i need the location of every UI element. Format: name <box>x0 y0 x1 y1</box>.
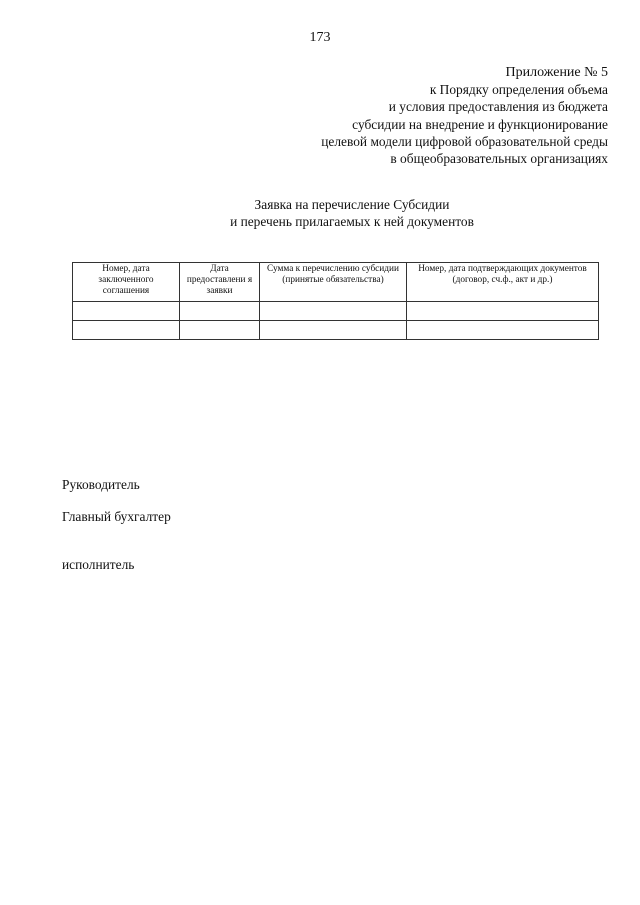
form-title-line: и перечень прилагаемых к ней документов <box>230 214 474 229</box>
table-header-row <box>73 263 599 302</box>
table-cell <box>260 321 407 340</box>
table-cell <box>180 302 260 321</box>
appendix-line: и условия предоставления из бюджета <box>388 99 608 115</box>
appendix-title: Приложение № 5 <box>505 65 608 80</box>
column-header-documents: Номер, дата подтверждающих документов (договор, сч.ф., акт и др.) <box>407 263 599 302</box>
table-cell <box>73 302 180 321</box>
appendix-line: субсидии на внедрение и функционирование <box>352 116 608 132</box>
appendix-line: к Порядку определения объема <box>429 82 608 98</box>
table-cell <box>407 321 599 340</box>
table-row <box>73 321 599 340</box>
column-header-request-date: Дата предоставлени я заявки <box>180 263 260 302</box>
table-row <box>73 302 599 321</box>
appendix-line: целевой модели цифровой образовательной среды <box>321 133 608 149</box>
signature-executor: исполнитель <box>62 557 135 572</box>
table-cell <box>407 302 599 321</box>
signature-head: Руководитель <box>62 477 140 492</box>
appendix-header <box>321 64 608 167</box>
table-cell <box>260 302 407 321</box>
table-cell <box>73 321 180 340</box>
column-header-amount: Сумма к перечислению субсидии (принятые обязательства) <box>260 263 407 302</box>
documents-table <box>72 262 599 340</box>
form-title-line: Заявка на перечисление Субсидии <box>254 197 450 212</box>
form-title <box>0 196 640 230</box>
signature-chief-accountant: Главный бухгалтер <box>62 509 171 524</box>
table-cell <box>180 321 260 340</box>
appendix-line: в общеобразовательных организациях <box>390 151 608 167</box>
column-header-agreement: Номер, дата заключенного соглашения <box>73 263 180 302</box>
page-number: 173 <box>309 30 331 45</box>
